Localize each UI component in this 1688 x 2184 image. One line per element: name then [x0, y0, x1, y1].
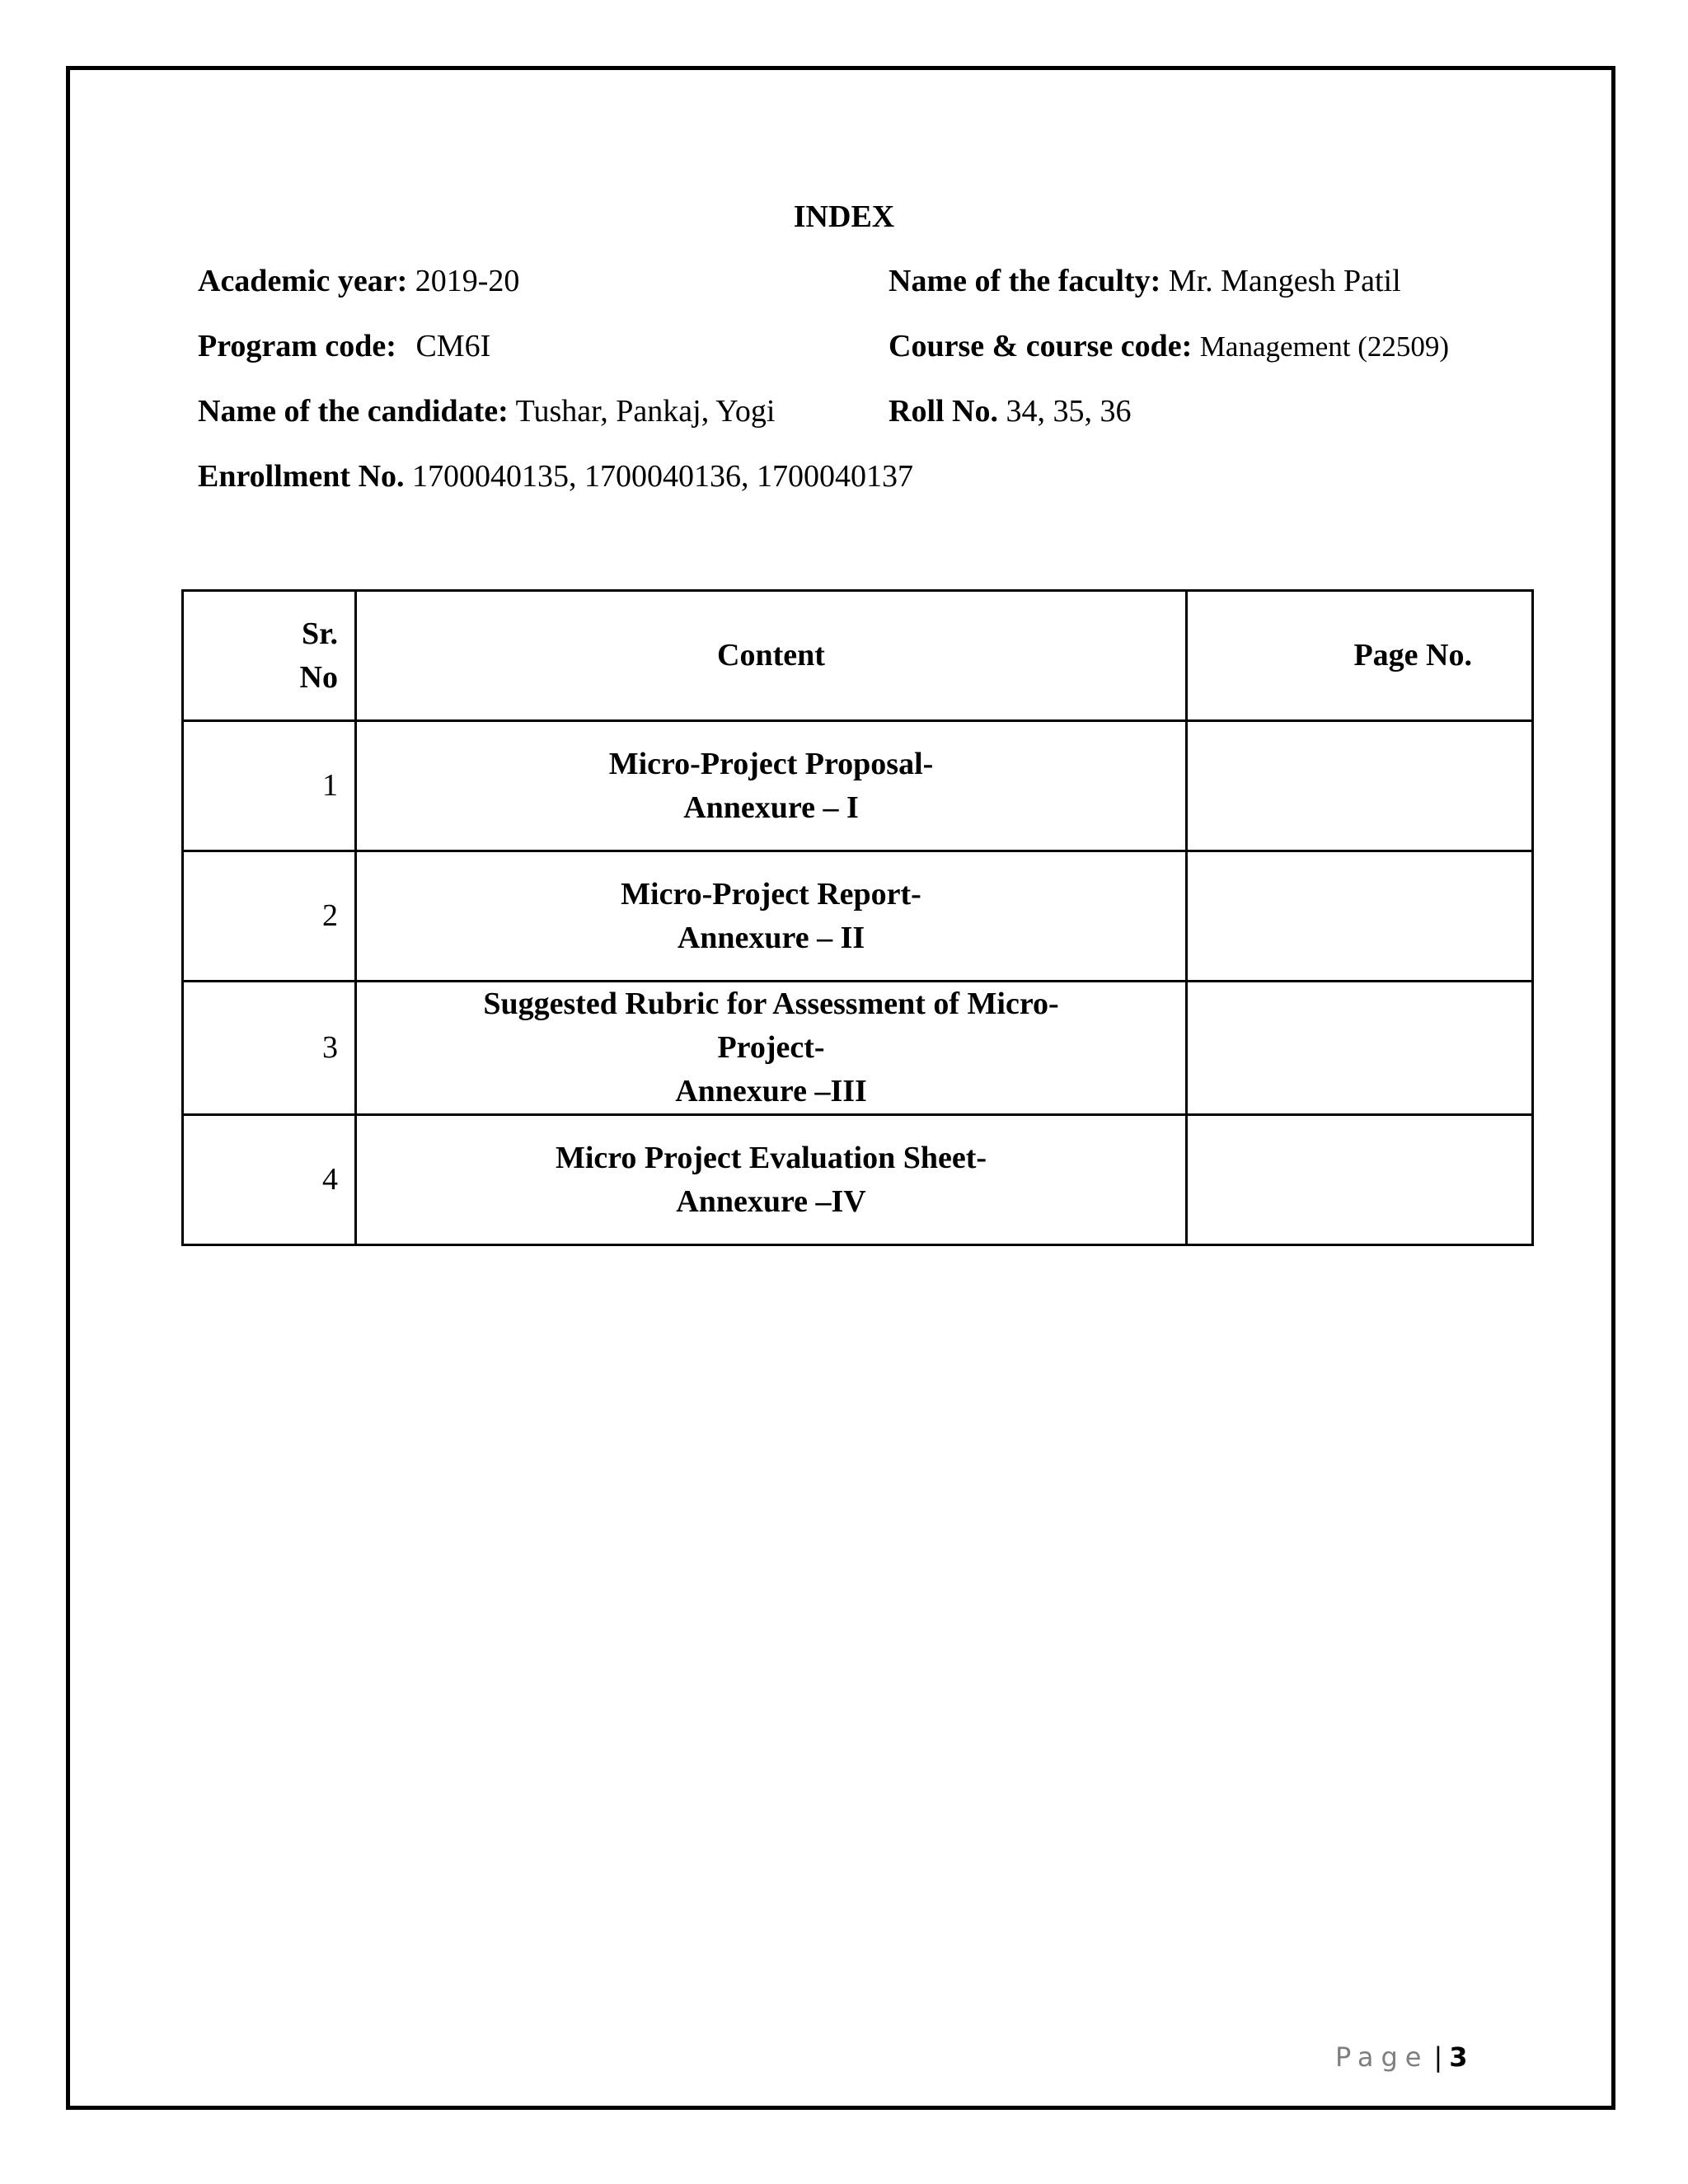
sr-header-line-1: Sr.: [301, 616, 338, 651]
table-header-row: [183, 591, 1533, 721]
academic-year-label: Academic year:: [198, 264, 408, 298]
sr-no-cell: 2: [183, 851, 356, 982]
program-code-line: [198, 327, 490, 365]
roll-value: 34, 35, 36: [1006, 394, 1132, 429]
program-code-label: Program code:: [198, 329, 396, 363]
page-no-cell: [1187, 851, 1533, 982]
content-header: Content: [356, 591, 1187, 721]
course-label: Course & course code:: [889, 329, 1193, 363]
content-line: Annexure – I: [683, 790, 859, 825]
content-line: Micro Project Evaluation Sheet-: [555, 1140, 987, 1175]
table-row: [183, 982, 1533, 1115]
enrollment-value: 1700040135, 1700040136, 1700040137: [412, 459, 914, 494]
content-cell: [356, 1115, 1187, 1245]
table-row: [183, 721, 1533, 851]
faculty-value: Mr. Mangesh Patil: [1168, 264, 1401, 298]
content-line: Annexure – II: [677, 920, 865, 955]
content-cell: [356, 982, 1187, 1115]
page-footer: [1335, 2041, 1468, 2074]
sr-no-cell: 3: [183, 982, 356, 1115]
content-line: Project-: [717, 1030, 825, 1065]
page-no-cell: [1187, 721, 1533, 851]
index-table: [181, 589, 1534, 1246]
sr-no-cell: 4: [183, 1115, 356, 1245]
roll-line: [889, 392, 1132, 430]
course-value: Management (22509): [1199, 330, 1450, 363]
content-line: Annexure –III: [675, 1074, 867, 1108]
enrollment-label: Enrollment No.: [198, 459, 405, 494]
content-line: Micro-Project Report-: [621, 876, 921, 912]
page-number: 3: [1449, 2041, 1468, 2073]
page-no-cell: [1187, 982, 1533, 1115]
page-no-header: Page No.: [1187, 591, 1533, 721]
sr-header-line-2: No: [299, 659, 338, 695]
sr-no-header: [183, 591, 356, 721]
candidate-value: Tushar, Pankaj, Yogi: [515, 394, 776, 429]
page-no-cell: [1187, 1115, 1533, 1245]
page-title: INDEX: [793, 199, 895, 234]
sr-no-cell: 1: [183, 721, 356, 851]
program-code-value: CM6I: [415, 329, 491, 363]
academic-year-line: [198, 262, 519, 300]
content-line: Suggested Rubric for Assessment of Micro-: [483, 987, 1059, 1021]
faculty-line: [889, 262, 1401, 300]
candidate-label: Name of the candidate:: [198, 394, 509, 429]
enrollment-line: [198, 457, 913, 495]
page-separator: |: [1433, 2041, 1443, 2073]
academic-year-value: 2019-20: [415, 264, 520, 298]
course-line: [889, 327, 1449, 366]
roll-label: Roll No.: [889, 394, 998, 429]
content-cell: [356, 721, 1187, 851]
candidate-line: [198, 392, 775, 430]
table-row: [183, 851, 1533, 982]
content-line: Annexure –IV: [676, 1183, 866, 1219]
content-line: Micro-Project Proposal-: [608, 746, 934, 781]
content-cell: [356, 851, 1187, 982]
faculty-label: Name of the faculty:: [889, 264, 1161, 298]
table-row: [183, 1115, 1533, 1245]
page-word: Page: [1335, 2041, 1429, 2073]
